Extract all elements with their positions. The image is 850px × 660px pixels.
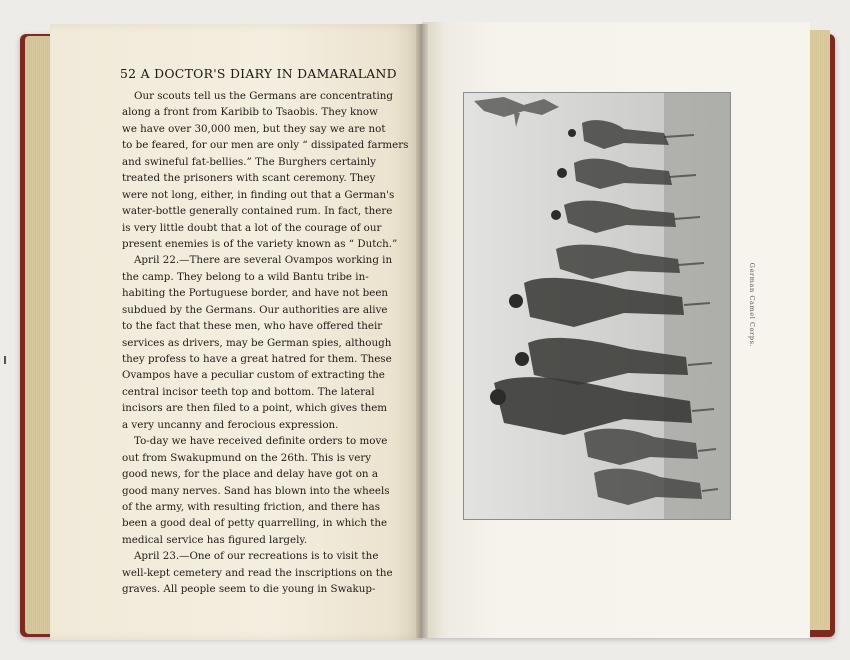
text-line: they profess to have a great hatred for them. These bbox=[122, 353, 392, 365]
text-line: April 22.—There are several Ovampos working in bbox=[134, 254, 393, 267]
text-line: a very uncanny and ferocious expression. bbox=[122, 418, 339, 431]
text-line: to be feared, for our men are only “ dissipated farmers bbox=[122, 139, 409, 152]
text-line: good many nerves. Sand has blown into the wheels bbox=[122, 484, 390, 497]
running-header: 52 A DOCTOR'S DIARY IN DAMARALAND bbox=[120, 66, 397, 81]
text-line: were not long, either, in finding out that a German's bbox=[122, 188, 395, 201]
text-line: treated the prisoners with scant ceremony. They bbox=[122, 172, 376, 185]
text-line: the camp. They belong to a wild Bantu tribe in- bbox=[122, 270, 369, 283]
text-line: services as drivers, may be German spies, although bbox=[122, 336, 392, 349]
text-line: Our scouts tell us the Germans are concentrating bbox=[134, 90, 393, 102]
text-line: to the fact that these men, who have offered their bbox=[122, 320, 383, 333]
text-line: out from Swakupmund on the 26th. This is very bbox=[122, 451, 372, 464]
text-line: good news, for the place and delay have got on a bbox=[122, 468, 378, 481]
text-line: is very little doubt that a lot of the courage of our bbox=[122, 221, 382, 234]
photo-caption: German Camel Corps. bbox=[748, 262, 756, 348]
text-line: and swineful fat-bellies.” The Burghers certainly bbox=[122, 155, 376, 168]
text-line: graves. All people seem to die young in Swakup- bbox=[122, 583, 376, 596]
book-gutter bbox=[416, 24, 428, 638]
body-text bbox=[122, 88, 409, 598]
text-line: present enemies is of the variety known as “ Dutch.” bbox=[122, 237, 398, 250]
text-line: Ovampos have a peculiar custom of extracting the bbox=[122, 369, 385, 382]
text-line: of the army, with resulting friction, and there has bbox=[122, 500, 380, 513]
text-line: central incisor teeth top and bottom. The lateral bbox=[122, 385, 375, 398]
text-line: To-day we have received definite orders to move bbox=[134, 435, 388, 448]
text-line: water-bottle generally contained rum. In fact, there bbox=[122, 205, 393, 218]
text-line: along a front from Karibib to Tsaobis. They know bbox=[122, 106, 378, 119]
text-line: we have over 30,000 men, but they say we are not bbox=[122, 122, 386, 135]
camel-corps-photograph bbox=[463, 92, 731, 520]
edge-mark bbox=[4, 356, 6, 364]
text-line: subdued by the Germans. Our authorities are alive bbox=[122, 303, 388, 316]
text-line: medical service has figured largely. bbox=[122, 533, 308, 546]
text-line: April 23.—One of our recreations is to visit the bbox=[134, 550, 379, 563]
text-line: well-kept cemetery and read the inscriptions on the bbox=[122, 566, 393, 579]
text-line: incisors are then filed to a point, which gives them bbox=[122, 402, 388, 415]
text-line: habiting the Portuguese border, and have not been bbox=[122, 287, 389, 300]
text-line: been a good deal of petty quarrelling, in which the bbox=[122, 517, 388, 530]
